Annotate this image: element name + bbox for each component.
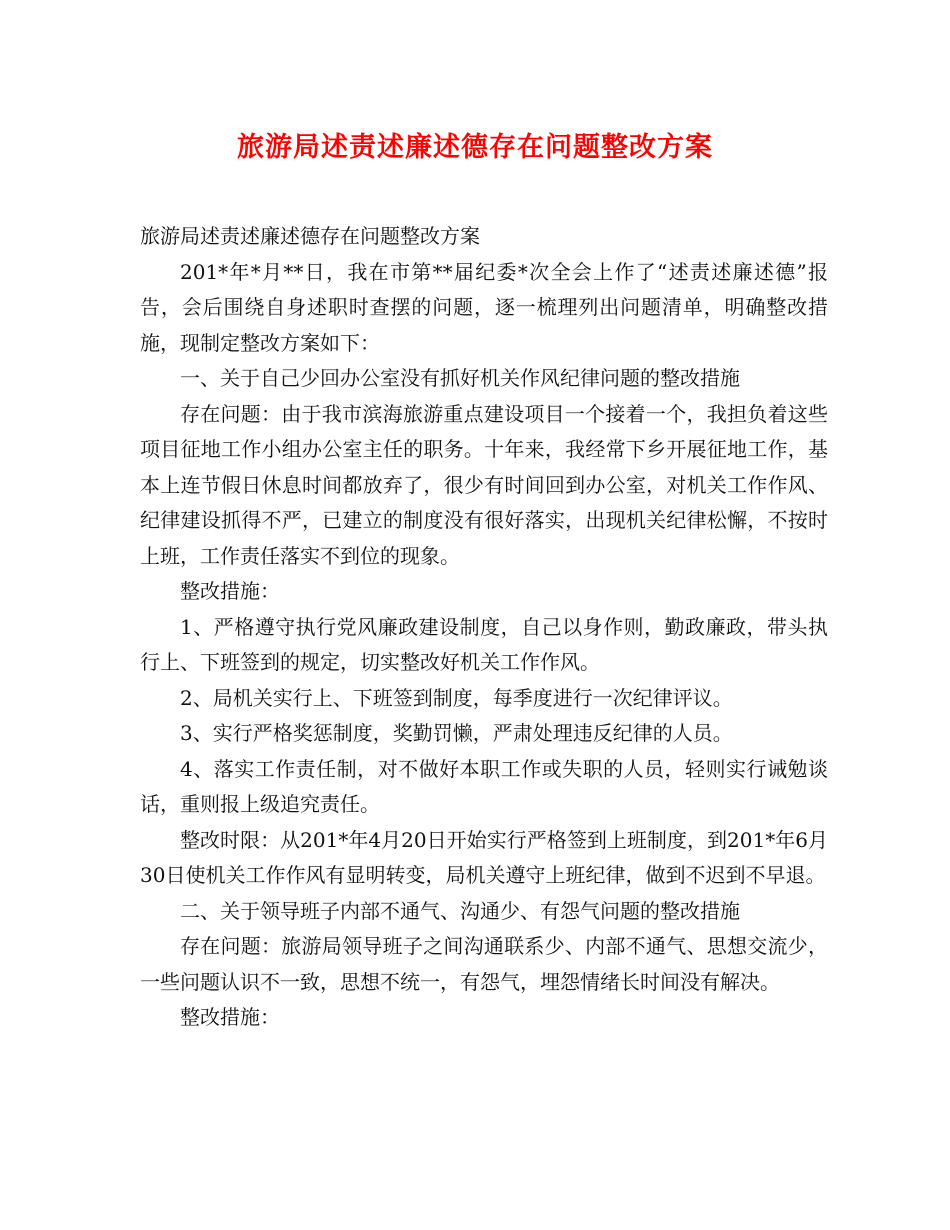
document-paragraph: 1、严格遵守执行党风廉政建设制度，自己以身作则，勤政廉政，带头执行上、下班签到的规定，切实整改好机关工作作风。 xyxy=(140,614,828,674)
document-paragraph: 201*年*月**日，我在市第**届纪委*次全会上作了“述责述廉述德”报告，会后围绕自身述职时查摆的问题，逐一梳理列出问题清单，明确整改措施，现制定整改方案如下： xyxy=(140,259,828,355)
document-paragraph: 4、落实工作责任制，对不做好本职工作或失职的人员，轻则实行诫勉谈话，重则报上级追究责任。 xyxy=(140,756,828,816)
document-paragraph: 旅游局述责述廉述德存在问题整改方案 xyxy=(140,224,480,248)
document-paragraph: 整改措施： xyxy=(180,1005,280,1029)
document-paragraph: 存在问题：旅游局领导班子之间沟通联系少、内部不通气、思想交流少，一些问题认识不一致，思想不统一，有怨气，埋怨情绪长时间没有解决。 xyxy=(140,934,828,994)
document-body xyxy=(140,219,828,1036)
document-paragraph: 一、关于自己少回办公室没有抓好机关作风纪律问题的整改措施 xyxy=(180,366,740,390)
document-paragraph: 二、关于领导班子内部不通气、沟通少、有怨气问题的整改措施 xyxy=(180,898,740,923)
document-paragraph: 存在问题：由于我市滨海旅游重点建设项目一个接着一个，我担负着这些项目征地工作小组办公室主任的职务。十年来，我经常下乡开展征地工作，基本上连节假日休息时间都放弃了，很少有时间回到办公室，对机关工作作风、纪律建设抓得不严，已建立的制度没有很好落实，出现机关纪律松懈，不按时上班，工作责任落实不到位的现象。 xyxy=(140,401,828,568)
document-paragraph: 3、实行严格奖惩制度，奖勤罚懒，严肃处理违反纪律的人员。 xyxy=(180,721,733,745)
document-title: 旅游局述责述廉述德存在问题整改方案 xyxy=(237,132,713,163)
document-paragraph: 2、局机关实行上、下班签到制度，每季度进行一次纪律评议。 xyxy=(180,685,733,710)
document-paragraph: 整改措施： xyxy=(180,579,280,603)
document-paragraph: 整改时限：从201*年4月20日开始实行严格签到上班制度，到201*年6月30日使机关工作作风有显明转变，局机关遵守上班纪律，做到不迟到不早退。 xyxy=(140,827,828,887)
